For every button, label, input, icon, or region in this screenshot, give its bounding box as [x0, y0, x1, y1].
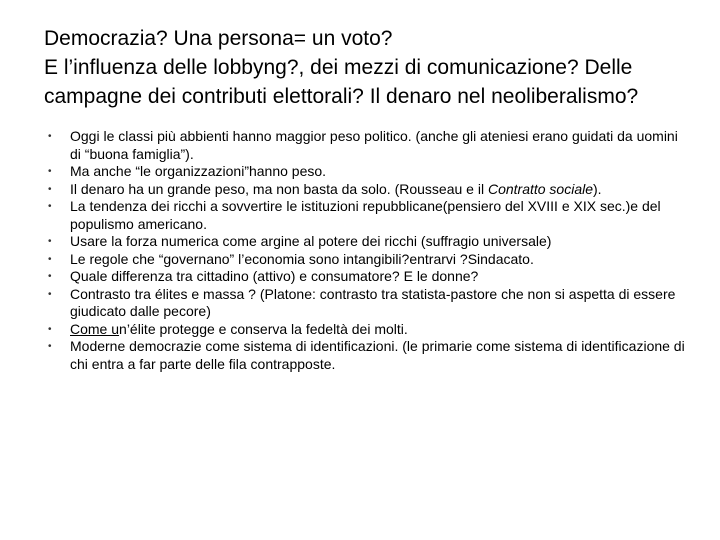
- bullet-text: Le regole che “governano” l’economia sono intangibili?entrarvi ?Sindacato.: [70, 250, 534, 267]
- bullet-text: Contrasto tra élites e massa ? (Platone: contrasto tra statista-pastore che non si aspetta di essere giudicato dalle pecore): [70, 285, 676, 319]
- bullet-text-part: ).: [593, 180, 602, 197]
- bullet-text: Quale differenza tra cittadino (attivo) e consumatore? E le donne?: [70, 268, 479, 284]
- slide-title: [44, 24, 694, 111]
- bullet-dot-icon: •: [48, 201, 52, 212]
- bullet-list: [48, 128, 688, 373]
- title-line-2: E l’influenza delle lobbyng?, dei mezzi di comunicazione? Delle: [44, 56, 633, 79]
- book-title-italic: Contratto sociale: [487, 180, 594, 197]
- bullet-text: Ma anche “le organizzazioni”hanno peso.: [70, 163, 327, 179]
- bullet-text: Usare la forza numerica come argine al potere dei ricchi (suffragio universale): [70, 233, 552, 249]
- title-line-1: Democrazia? Una persona= un voto?: [44, 27, 393, 50]
- bullet-text-part: Il denaro ha un grande peso, ma non basta da solo. (Rousseau e il: [70, 180, 488, 197]
- bullet-dot-icon: •: [48, 288, 52, 300]
- bullet-item-6: [48, 251, 688, 269]
- bullet-item-4: [48, 198, 688, 233]
- bullet-dot-icon: •: [48, 271, 52, 282]
- bullet-dot-icon: •: [48, 131, 52, 142]
- bullet-dot-icon: •: [48, 183, 52, 195]
- bullet-dot-icon: •: [48, 341, 52, 352]
- bullet-dot-icon: •: [48, 253, 52, 265]
- bullet-text-underlined: Come u: [70, 320, 120, 337]
- bullet-text: [70, 181, 688, 199]
- bullet-text-part: n’élite protegge e conserva la fedeltà dei molti.: [119, 320, 408, 337]
- bullet-text: Oggi le classi più abbienti hanno maggior peso politico. (anche gli ateniesi erano guidati da uomini di “buona famiglia”).: [70, 128, 678, 162]
- bullet-text: La tendenza dei ricchi a sovvertire le istituzioni repubblicane(pensiero del XVIII e XIX sec.)e del populismo americano.: [70, 198, 661, 232]
- bullet-dot-icon: •: [48, 236, 52, 247]
- bullet-item-3: [48, 181, 688, 199]
- bullet-item-1: [48, 128, 688, 163]
- title-line-3: campagne dei contributi elettorali? Il denaro nel neoliberalismo?: [44, 85, 639, 108]
- bullet-item-5: [48, 233, 688, 251]
- bullet-item-10: [48, 338, 688, 373]
- bullet-item-8: [48, 286, 688, 321]
- bullet-text: [70, 321, 688, 339]
- bullet-dot-icon: •: [48, 166, 52, 177]
- bullet-item-7: [48, 268, 688, 286]
- bullet-item-2: [48, 163, 688, 181]
- bullet-dot-icon: •: [48, 323, 52, 335]
- bullet-item-9: [48, 321, 688, 339]
- bullet-text: Moderne democrazie come sistema di identificazioni. (le primarie come sistema di identificazione di chi entra a far parte delle fila contrapposte.: [70, 338, 685, 372]
